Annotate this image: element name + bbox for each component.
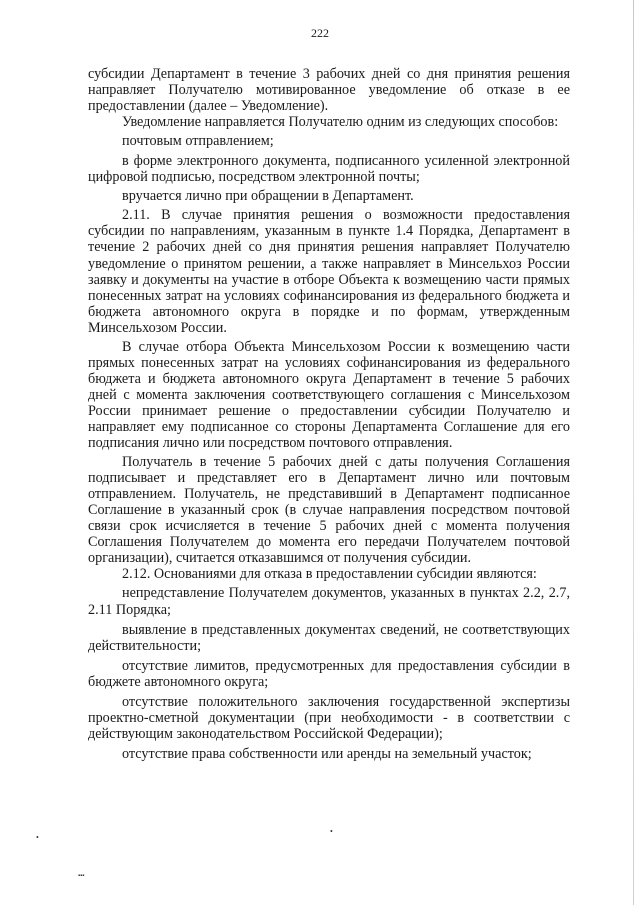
paragraph-7: В случае отбора Объекта Минсельхозом России к возмещению части прямых понесенных затрат на условиях софинансирования из федерального бюджета и бюджета автономного округа Департамент в течение 5 рабочих дней с момента заключения соответствующего соглашения с Минсельхозом России принимает решение о предоставлении субсидии Получателю и направляет ему подписанное со стороны Департамента Соглашение для его подписания лично или посредством почтового отправления. (88, 338, 570, 452)
paragraph-4: в форме электронного документа, подписанного усиленной электронной цифровой подписью, посредством электронной почты; (88, 153, 570, 186)
page-number: 222 (311, 26, 329, 40)
paragraph-12: отсутствие лимитов, предусмотренных для предоставления субсидии в бюджете автономного округа; (88, 657, 570, 690)
paragraph-5: вручается лично при обращении в Департамент. (122, 188, 414, 205)
paragraph-9: 2.12. Основаниями для отказа в предоставлении субсидии являются: (122, 566, 537, 583)
scan-bottom-mark: ▪▪▪ (78, 873, 85, 879)
paragraph-6: 2.11. В случае принятия решения о возможности предоставления субсидии по направлениям, указанным в пункте 1.4 Порядка, Департамент в течение 2 рабочих дней со дня принятия решения направляет Получателю уведомление о принятом решении, а также направляет в Минсельхоз России заявку и документы на участие в отборе Объекта к возмещению части прямых понесенных затрат на условиях софинансирования из федерального бюджета и бюджета автономного округа в порядке и по формам, утвержденным Минсельхозом России. (88, 207, 570, 336)
paragraph-1: субсидии Департамент в течение 3 рабочих дней со дня принятия решения направляет Получателю мотивированное уведомление об отказе в ее предоставлении (далее – Уведомление). (88, 66, 570, 115)
paragraph-13: отсутствие положительного заключения государственной экспертизы проектно-сметной документации (при необходимости - в соответствии с действующим законодательством Российской Федерации); (88, 693, 570, 742)
document-body (88, 66, 570, 762)
scan-dot-mark: • (36, 833, 39, 842)
paragraph-14: отсутствие права собственности или аренды на земельный участок; (122, 745, 532, 762)
paragraph-3: почтовым отправлением; (122, 133, 274, 150)
paragraph-11: выявление в представленных документах сведений, не соответствующих действительности; (88, 621, 570, 654)
paragraph-10: непредставление Получателем документов, указанных в пунктах 2.2, 2.7, 2.11 Порядка; (88, 585, 570, 618)
paragraph-8: Получатель в течение 5 рабочих дней с даты получения Соглашения подписывает и представляет его в Департамент лично или почтовым отправлением. Получатель, не представивший в Департамент подписанное Соглашение в указанный срок (в случае направления посредством почтовой связи срок исчисляется в течение 5 рабочих дней с момента получения Соглашения Получателем до момента его передачи Получателем почтовой организации), считается отказавшимся от получения субсидии. (88, 454, 570, 567)
scan-center-dot: • (330, 827, 333, 836)
paragraph-2: Уведомление направляется Получателю одним из следующих способов: (122, 114, 559, 131)
page-edge-line (633, 0, 634, 905)
